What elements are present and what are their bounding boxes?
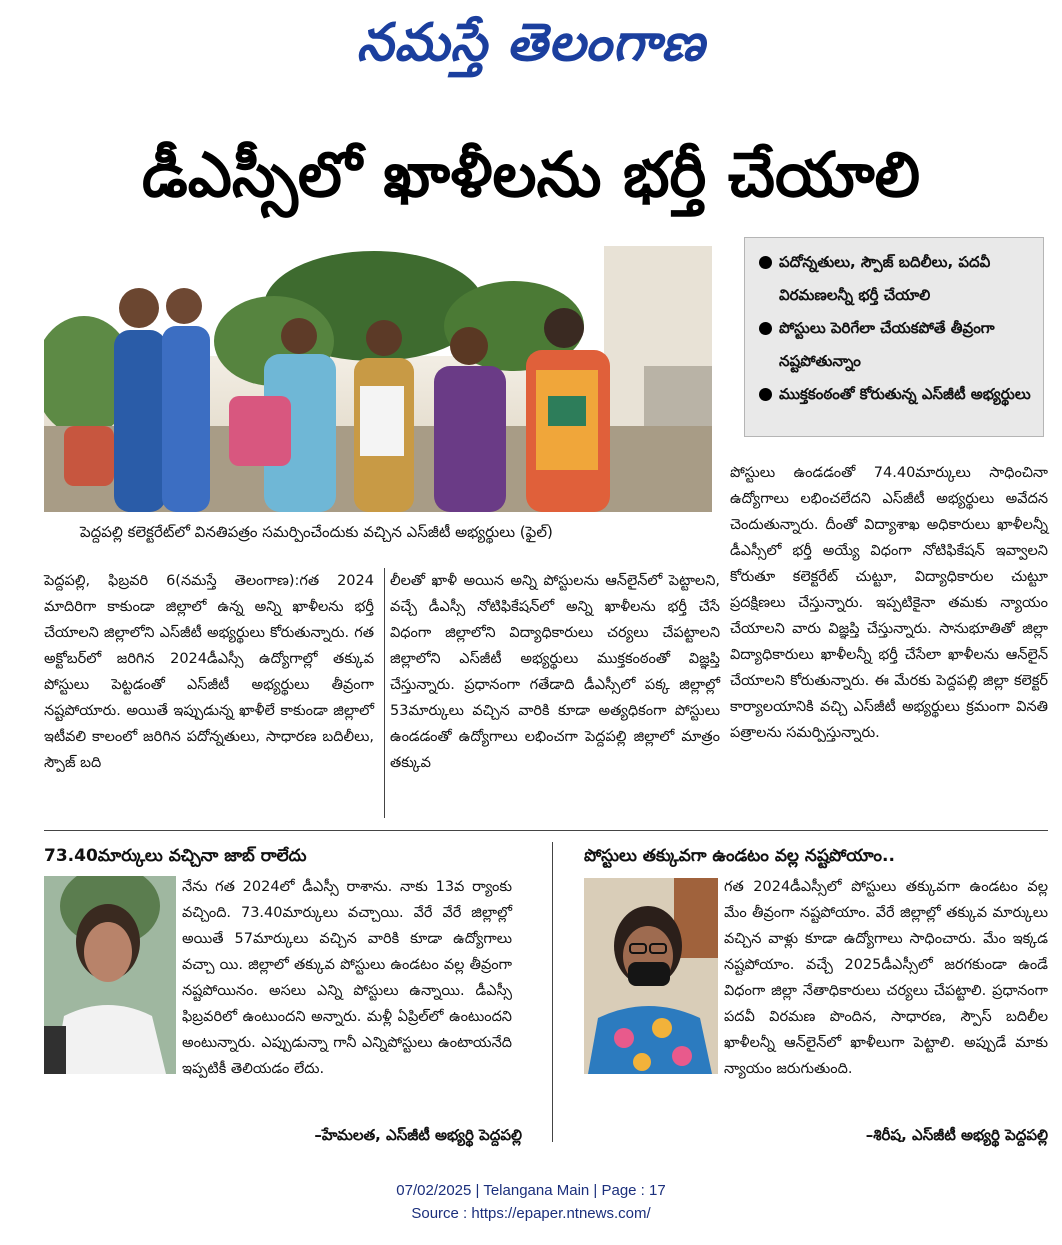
- highlight-item: [757, 378, 1033, 411]
- bullet-icon: [759, 322, 772, 335]
- quote-text: నేను గత 2024లో డీఎస్సీ రాశాను. నాకు 13వ ర్యాంకు వచ్చింది. 73.40మార్కులు వచ్చాయి. వేరే వేరే జిల్లాల్లో అయితే 57మార్కులు వచ్చిన వారికి కూడా ఉద్యోగాలు వచ్చా యి. జిల్లాలో తక్కువ పోస్టులు ఉండటం వల్ల తీవ్రంగా నష్టపోయినం. అసలు ఎన్ని పోస్టులు ఉన్నాయి. డీఎస్సీ ఫిబ్రవరిలో ఉంటుందని అన్నారు. మళ్లీ ఏప్రిల్‌లో ఉంటుందని అంటున్నారు. ఎప్పుడున్నా గానీ ఎన్నిపోస్టులు ఉంటాయనేది ఇప్పటికీ తెలియడం లేదు.: [182, 879, 512, 1077]
- highlight-text: పోస్టులు పెరిగేలా చేయకపోతే తీవ్రంగా నష్టపోతున్నాం: [779, 319, 995, 370]
- portrait-illustration: [44, 876, 176, 1074]
- article-photo: [44, 246, 712, 512]
- footer-source: Source : https://epaper.ntnews.com/: [411, 1205, 651, 1222]
- article-text: లీలతో ఖాళీ అయిన అన్ని పోస్టులను ఆన్‌లైన్‌లో పెట్టాలని, వచ్చే డీఎస్సీ నోటిఫికేషన్‌లో అన్ని ఖాళీలను భర్తీ చేసే విధంగా జిల్లాలోని విద్యాధికారులు చర్యలు చేపట్టాలని జిల్లాలోని ఎస్‌జీటీ అభ్యర్థులు ముక్తకంఠంతో విజ్ఞప్తి చేస్తున్నారు. ప్రధానంగా గతేడాది డీఎస్సీలో పక్క జిల్లాల్లో 53మార్కులు వచ్చిన వారికి కూడా అత్యధికంగా పోస్టులు ఉండడంతో ఉద్యోగాలు లభించగా పెద్దపల్లి జిల్లాలో మాత్రం తక్కువ: [390, 573, 720, 771]
- article-column-1: [44, 568, 374, 776]
- bullet-icon: [759, 388, 772, 401]
- box-right-byline: –శిరీష, ఎస్‌జీటీ అభ్యర్థి పెద్దపల్లి: [865, 1126, 1048, 1144]
- portrait-illustration: [584, 878, 718, 1074]
- article-column-2: [390, 568, 720, 776]
- highlight-item: [757, 246, 1033, 312]
- article-text: పెద్దపల్లి, ఫిబ్రవరి 6(నమస్తే తెలంగాణ):గత 2024 మాదిరిగా కాకుండా జిల్లాలో ఉన్న అన్ని ఖాళీలను భర్తీ చేయాలని జిల్లాలోని ఎస్‌జీటీ అభ్యర్థులు కోరుతున్నారు. గత అక్టోబర్‌లో జరిగిన 2024డీఎస్సీ ఉద్యోగాల్లో తక్కువ పోస్టులు పెట్టడంతో ఎస్‌జీటీ అభ్యర్థులు తీవ్రంగా నష్టపోయారు. అయితే ఇప్పుడున్న ఖాళీలే కాకుండా జిల్లాలో ఇటీవలి కాలంలో జరిగిన పదోన్నతులు, సాధారణ బదిలీలు, స్పౌజ్ బది: [44, 573, 374, 771]
- column-divider: [384, 568, 385, 818]
- article-text: పోస్టులు ఉండడంతో 74.40మార్కులు సాధించినా ఉద్యోగాలు లభించలేదని ఎస్‌జీటీ అభ్యర్థులు అవేదన చెందుతున్నారు. దీంతో విద్యాశాఖ అధికారులు ఖాళీలన్నీ డీఎస్సీలో భర్తీ అయ్యే విధంగా నోటిఫికేషన్ ఇవ్వాలని కోరుతూ కలెక్టరేట్ చుట్టూ, విద్యాధికారుల చుట్టూ ప్రదక్షిణలు చేస్తున్నారు. ఇప్పటికైనా తమకు న్యాయం చేయాలని వారు విజ్ఞప్తి చేస్తున్నారు. సానుభూతితో జిల్లా విద్యాధికారులు ఖాళీలన్నీ భర్తీ చేసేలా ఖాళీలను ఆన్‌లైన్ చేయాలని కోరుతున్నారు. ఈ మేరకు పెద్దపల్లి జిల్లా కలెక్టర్ కార్యాలయానికి వచ్చి ఎస్‌జీటీ అభ్యర్థులు క్రమంగా వినతి పత్రాలను సమర్పిస్తున్నారు.: [730, 465, 1048, 741]
- section-divider: [44, 830, 1048, 831]
- hemalatha-photo: [44, 876, 176, 1074]
- article-headline: డీఎస్సీలో ఖాళీలను భర్తీ చేయాలి: [141, 138, 921, 211]
- group-photo-illustration: [44, 246, 712, 512]
- box-right-text: [724, 874, 1048, 1082]
- highlight-text: పదోన్నతులు, స్పౌజ్ బదిలీలు, పదవీ విరమణలన్నీ భర్తీ చేయాలి: [779, 253, 991, 304]
- footer-date-edition: 07/02/2025 | Telangana Main | Page : 17: [396, 1182, 666, 1199]
- box-left-byline: –హేమలత, ఎస్‌జీటీ అభ్యర్థి పెద్దపల్లి: [314, 1126, 522, 1144]
- newspaper-masthead: నమస్తే తెలంగాణ: [356, 12, 706, 73]
- highlight-item: [757, 312, 1033, 378]
- box-right-title: పోస్టులు తక్కువగా ఉండటం వల్ల నష్టపోయాం..: [584, 846, 895, 866]
- sireesha-photo: [584, 878, 718, 1074]
- highlight-text: ముక్తకంఠంతో కోరుతున్న ఎస్‌జీటీ అభ్యర్థులు: [779, 385, 1031, 403]
- bullet-icon: [759, 256, 772, 269]
- article-column-3: [730, 460, 1048, 746]
- photo-caption: పెద్దపల్లి కలెక్టరేట్‌లో వినతిపత్రం సమర్పించేందుకు వచ్చిన ఎస్‌జీటీ అభ్యర్థులు (ఫైల్): [80, 523, 553, 541]
- box-divider: [552, 842, 553, 1142]
- box-left-text-top: [182, 874, 512, 1082]
- box-left-title: 73.40మార్కులు వచ్చినా జాబ్ రాలేదు: [44, 846, 307, 866]
- highlights-box: [744, 237, 1044, 437]
- quote-text: గత 2024డీఎస్సీలో పోస్టులు తక్కువగా ఉండటం వల్ల మేం తీవ్రంగా నష్టపోయాం. వేరే జిల్లాల్లో తక్కువ మార్కులు వచ్చిన వాళ్లు కూడా ఉద్యోగాలు సాధించారు. మేం ఇక్కడ నష్టపోయాం. వచ్చే 2025డీఎస్సీలో జరగకుండా ఉండే విధంగా జిల్లా నేతాధికారులు చర్యలు చేపట్టాలి. ప్రధానంగా పదవీ విరమణ పొందిన, సాధారణ, స్పౌస్ బదిలీల ఖాళీలన్నీ ఆన్‌లైన్‌లో ఖాళీలుగా పెట్టాలి. అప్పుడే మాకు న్యాయం జరుగుతుంది.: [724, 879, 1048, 1077]
